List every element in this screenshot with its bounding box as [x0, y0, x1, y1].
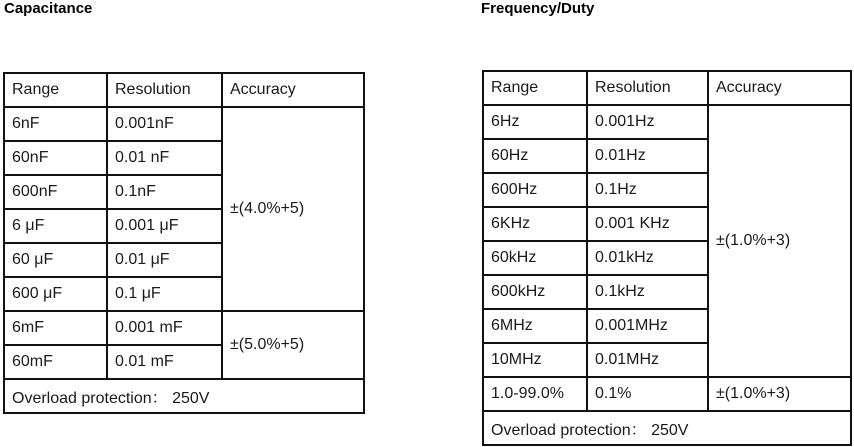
- range-cell: 60nF: [4, 141, 107, 175]
- range-cell: 600nF: [4, 175, 107, 209]
- table-header-row: [483, 71, 851, 105]
- resolution-cell: 0.001MHz: [587, 309, 708, 343]
- frequency-duty-title: Frequency/Duty: [481, 0, 595, 17]
- capacitance-spec-table: [3, 72, 365, 414]
- accuracy-cell: ±(1.0%+3): [708, 377, 851, 411]
- accuracy-cell: ±(4.0%+5): [222, 107, 364, 311]
- table-row: [4, 107, 364, 141]
- range-cell: 6 μF: [4, 209, 107, 243]
- range-cell: 10MHz: [483, 343, 587, 377]
- frequency-duty-spec-table: [482, 70, 852, 446]
- resolution-cell: 0.01 mF: [107, 345, 222, 379]
- table-row: [483, 105, 851, 139]
- range-cell: 600kHz: [483, 275, 587, 309]
- resolution-cell: 0.01Hz: [587, 139, 708, 173]
- accuracy-header: Accuracy: [708, 71, 851, 105]
- range-cell: 60mF: [4, 345, 107, 379]
- overload-protection-text: Overload protection： 250V: [483, 411, 851, 445]
- resolution-cell: 0.001 mF: [107, 311, 222, 345]
- overload-row: [483, 411, 851, 445]
- capacitance-title: Capacitance: [4, 0, 93, 17]
- range-cell: 1.0-99.0%: [483, 377, 587, 411]
- accuracy-cell: ±(5.0%+5): [222, 311, 364, 379]
- resolution-cell: 0.001 μF: [107, 209, 222, 243]
- resolution-cell: 0.01 μF: [107, 243, 222, 277]
- resolution-cell: 0.01kHz: [587, 241, 708, 275]
- range-cell: 60Hz: [483, 139, 587, 173]
- resolution-cell: 0.1 μF: [107, 277, 222, 311]
- accuracy-cell: ±(1.0%+3): [708, 105, 851, 377]
- range-cell: 6Hz: [483, 105, 587, 139]
- range-cell: 600 μF: [4, 277, 107, 311]
- resolution-cell: 0.001 KHz: [587, 207, 708, 241]
- range-cell: 6nF: [4, 107, 107, 141]
- resolution-cell: 0.001nF: [107, 107, 222, 141]
- resolution-cell: 0.1%: [587, 377, 708, 411]
- range-cell: 60 μF: [4, 243, 107, 277]
- range-cell: 6KHz: [483, 207, 587, 241]
- range-cell: 600Hz: [483, 173, 587, 207]
- range-cell: 60kHz: [483, 241, 587, 275]
- overload-protection-text: Overload protection： 250V: [4, 379, 364, 413]
- range-cell: 6mF: [4, 311, 107, 345]
- duty-cycle-row: [483, 377, 851, 411]
- range-header: Range: [4, 73, 107, 107]
- resolution-cell: 0.01MHz: [587, 343, 708, 377]
- table-header-row: [4, 73, 364, 107]
- resolution-cell: 0.1nF: [107, 175, 222, 209]
- resolution-cell: 0.001Hz: [587, 105, 708, 139]
- resolution-cell: 0.01 nF: [107, 141, 222, 175]
- table-row: [4, 311, 364, 345]
- accuracy-header: Accuracy: [222, 73, 364, 107]
- range-header: Range: [483, 71, 587, 105]
- range-cell: 6MHz: [483, 309, 587, 343]
- resolution-header: Resolution: [587, 71, 708, 105]
- overload-row: [4, 379, 364, 413]
- resolution-cell: 0.1kHz: [587, 275, 708, 309]
- resolution-header: Resolution: [107, 73, 222, 107]
- resolution-cell: 0.1Hz: [587, 173, 708, 207]
